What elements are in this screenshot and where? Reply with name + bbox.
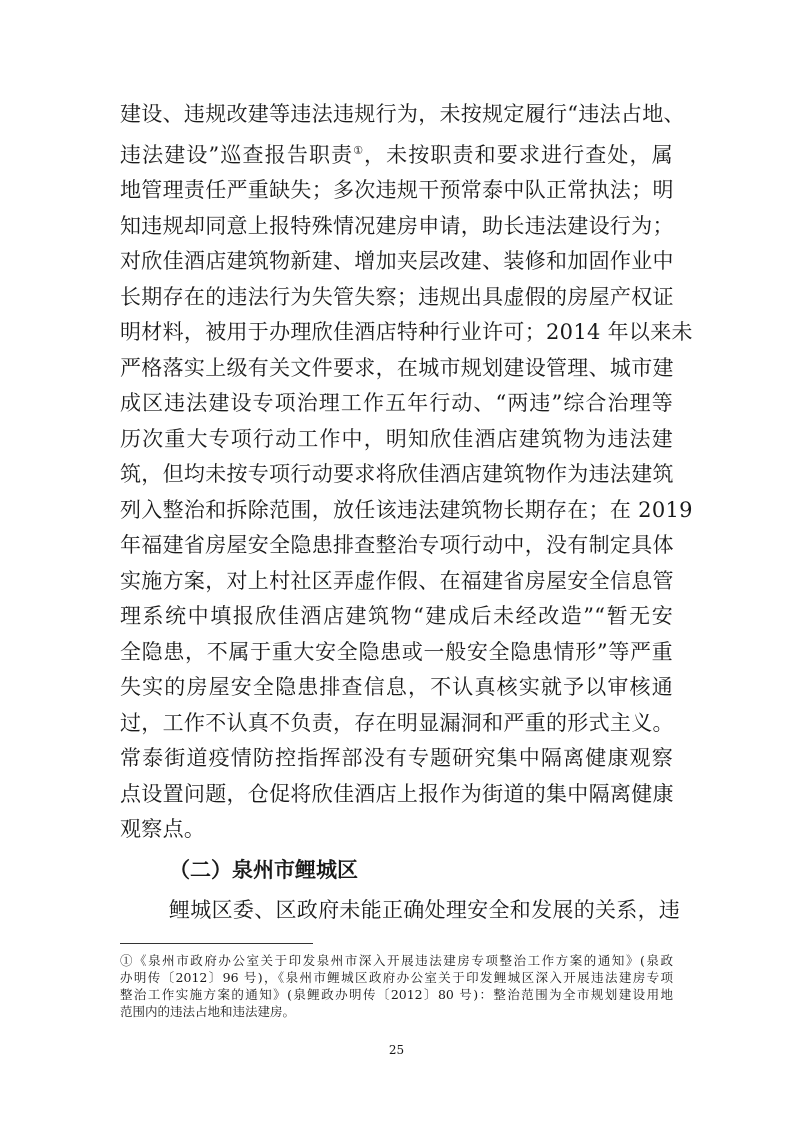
body-line-text: 违法建设”巡查报告职责 — [120, 143, 354, 167]
footnote-line: ①《泉州市政府办公室关于印发泉州市深入开展违法建房专项整治工作方案的通知》(泉政 — [120, 953, 673, 968]
footnote-line: 办明传〔2012〕96 号)，《泉州市鲤城区政府办公室关于印发鲤城区深入开展违法建房专项 — [120, 970, 673, 985]
body-line: 失实的房屋安全隐患排查信息，不认真核实就予以审核通 — [120, 675, 673, 699]
body-line: 实施方案，对上村社区弄虚作假、在福建省房屋安全信息管 — [120, 569, 674, 593]
body-line: 点设置问题，仓促将欣佳酒店上报作为街道的集中隔离健康 — [120, 782, 674, 806]
body-line: 列入整治和拆除范围，放任该违法建筑物长期存在；在 2019 — [120, 498, 693, 522]
body-line: 地管理责任严重缺失；多次违规干预常泰中队正常执法；明 — [120, 178, 674, 202]
body-line: 筑，但均未按专项行动要求将欣佳酒店建筑物作为违法建筑 — [120, 462, 674, 486]
section-first-line: 鲤城区委、区政府未能正确处理安全和发展的关系，违 — [169, 898, 681, 922]
body-line: 全隐患，不属于重大安全隐患或一般安全隐患情形”等严重 — [120, 640, 673, 664]
section-heading: （二）泉州市鲤城区 — [169, 858, 358, 882]
body-line: 理系统中填报欣佳酒店建筑物“建成后未经改造”“暂无安 — [120, 604, 673, 628]
body-line: 历次重大专项行动工作中，明知欣佳酒店建筑物为违法建 — [120, 427, 673, 451]
footnote-line: 范围内的违法占地和违法建房。 — [120, 1004, 296, 1019]
body-line: 年福建省房屋安全隐患排查整治专项行动中，没有制定具体 — [120, 533, 674, 557]
body-line: 常泰街道疫情防控指挥部没有专题研究集中隔离健康观察 — [120, 746, 673, 770]
footnote-divider — [120, 943, 313, 944]
body-line-text: ，未按职责和要求进行查处，属 — [363, 143, 673, 167]
body-line: 成区违法建设专项治理工作五年行动、“两违”综合治理等 — [120, 391, 673, 415]
body-line: 观察点。 — [120, 817, 206, 841]
footnote-marker[interactable]: ① — [353, 144, 364, 157]
body-line: 严格落实上级有关文件要求，在城市规划建设管理、城市建 — [120, 356, 674, 380]
body-line: 过，工作不认真不负责，存在明显漏洞和严重的形式主义。 — [120, 711, 674, 735]
body-line: 明材料，被用于办理欣佳酒店特种行业许可；2014 年以来未 — [120, 320, 693, 344]
body-line-with-footnote — [120, 141, 673, 169]
body-line: 建设、违规改建等违法违规行为，未按规定履行“违法占地、 — [120, 102, 685, 126]
body-line: 长期存在的违法行为失管失察；违规出具虚假的房屋产权证 — [120, 285, 674, 309]
footnote-line: 整治工作实施方案的通知》(泉鲤政办明传〔2012〕80 号)：整治范围为全市规划建设用地 — [120, 987, 673, 1002]
body-line: 知违规却同意上报特殊情况建房申请，助长违法建设行为； — [120, 214, 674, 238]
body-line: 对欣佳酒店建筑物新建、增加夹层改建、装修和加固作业中 — [120, 249, 674, 273]
page-number: 25 — [388, 1043, 405, 1057]
